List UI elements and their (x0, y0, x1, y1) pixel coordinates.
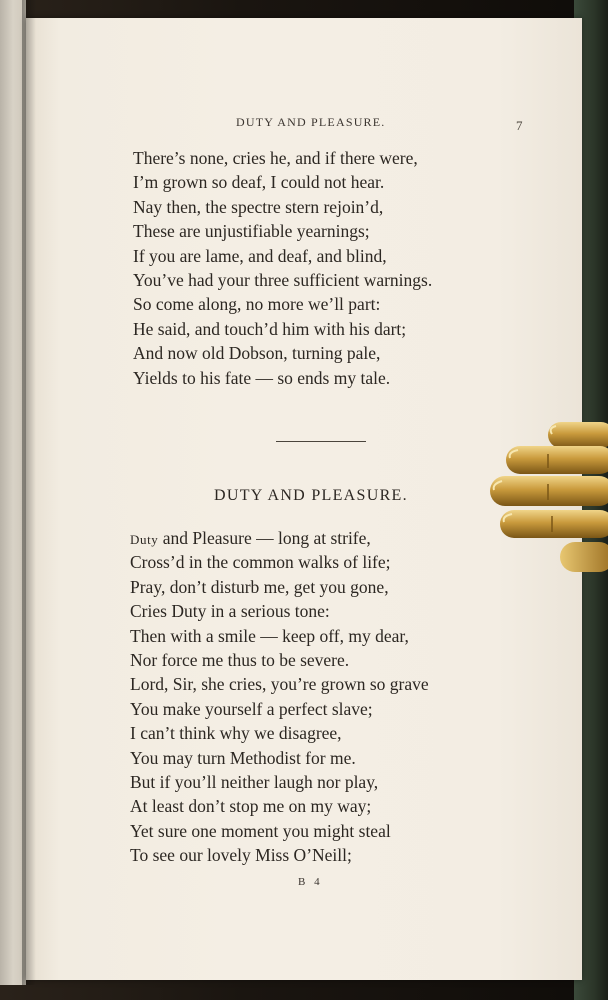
poem-stanza-duty-and-pleasure (130, 526, 429, 867)
poem-line: There’s none, cries he, and if there were, (133, 148, 418, 168)
poem-line: You make yourself a perfect slave; (130, 698, 373, 719)
first-line-text: and Pleasure — long at strife, (158, 528, 371, 548)
running-head: DUTY AND PLEASURE. (236, 115, 386, 129)
poem-line: I’m grown so deaf, I could not hear. (133, 172, 385, 193)
poem-line: Nay then, the spectre stern rejoin’d, (133, 196, 384, 217)
poem-first-line (130, 526, 429, 550)
poem-line: But if you’ll neither laugh nor play, (130, 771, 379, 792)
poem-line: These are unjustifiable yearnings; (133, 221, 370, 242)
section-title: DUTY AND PLEASURE. (214, 487, 408, 504)
poem-line: So come along, no more we’ll part: (133, 294, 381, 315)
poem-line: At least don’t stop me on my way; (130, 796, 372, 817)
poem-line: Yields to his fate — so ends my tale. (133, 367, 391, 388)
poem-line: Nor force me thus to be severe. (130, 649, 350, 670)
first-word-small-caps: Duty (130, 532, 159, 547)
poem-line: I can’t think why we disagree, (130, 723, 342, 744)
section-divider (276, 441, 366, 442)
poem-stanza-dobson (133, 146, 432, 390)
signature-mark: B 4 (298, 876, 323, 888)
poem-line: To see our lovely Miss O’Neill; (130, 845, 352, 866)
poem-line: Yet sure one moment you might steal (130, 820, 391, 841)
poem-line: You’ve had your three sufficient warnings. (133, 269, 433, 290)
poem-line: Lord, Sir, she cries, you’re grown so grave (130, 674, 429, 695)
poem-line: He said, and touch’d him with his dart; (133, 318, 407, 339)
poem-line: Pray, don’t disturb me, get you gone, (130, 576, 389, 597)
poem-line: And now old Dobson, turning pale, (133, 343, 381, 364)
poem-line: If you are lame, and deaf, and blind, (133, 245, 387, 266)
poem-line: Cross’d in the common walks of life; (130, 552, 391, 573)
poem-line: Cries Duty in a serious tone: (130, 601, 330, 622)
brass-hand-icon (488, 418, 608, 580)
poem-line: Then with a smile — keep off, my dear, (130, 625, 409, 646)
spine-shadow (22, 0, 36, 985)
page-number: 7 (516, 118, 523, 133)
poem-line: You may turn Methodist for me. (130, 747, 356, 768)
